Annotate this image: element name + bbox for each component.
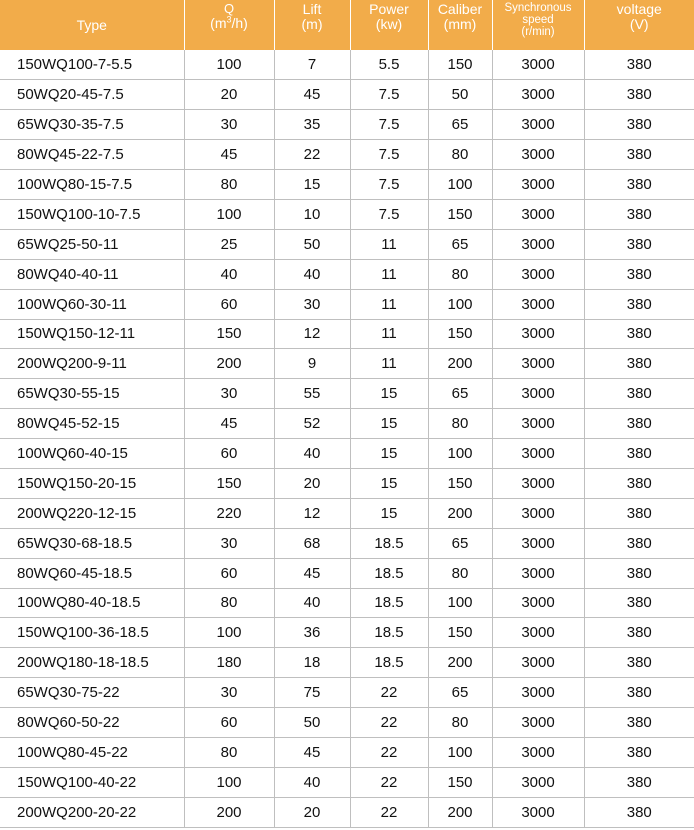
lift-cell: 36 bbox=[274, 618, 350, 648]
power-cell: 7.5 bbox=[350, 80, 428, 110]
caliber-cell: 200 bbox=[428, 349, 492, 379]
voltage-cell: 380 bbox=[584, 319, 694, 349]
table-row bbox=[0, 409, 694, 439]
lift-cell: 20 bbox=[274, 797, 350, 827]
speed-cell: 3000 bbox=[492, 797, 584, 827]
lift-cell: 45 bbox=[274, 558, 350, 588]
header-power-unit: (kw) bbox=[375, 15, 403, 32]
lift-cell: 9 bbox=[274, 349, 350, 379]
power-cell: 15 bbox=[350, 439, 428, 469]
caliber-cell: 65 bbox=[428, 379, 492, 409]
caliber-cell: 150 bbox=[428, 468, 492, 498]
header-voltage-unit: (V) bbox=[629, 15, 649, 32]
table-row bbox=[0, 80, 694, 110]
header-q-unit: $(m^3/h)$ bbox=[210, 13, 248, 31]
power-cell: 18.5 bbox=[350, 558, 428, 588]
voltage-cell: 380 bbox=[584, 558, 694, 588]
voltage-cell: 380 bbox=[584, 409, 694, 439]
type-cell: 65WQ25-50-11 bbox=[0, 229, 184, 259]
q-cell: 60 bbox=[184, 439, 274, 469]
type-cell: 200WQ200-9-11 bbox=[0, 349, 184, 379]
power-cell: 15 bbox=[350, 379, 428, 409]
q-cell: 25 bbox=[184, 229, 274, 259]
power-cell: 7.5 bbox=[350, 199, 428, 229]
table-row bbox=[0, 797, 694, 827]
voltage-cell: 380 bbox=[584, 80, 694, 110]
lift-cell: 35 bbox=[274, 110, 350, 140]
q-cell: 150 bbox=[184, 468, 274, 498]
speed-cell: 3000 bbox=[492, 170, 584, 200]
table-body bbox=[0, 50, 694, 827]
caliber-cell: 80 bbox=[428, 259, 492, 289]
speed-cell: 3000 bbox=[492, 767, 584, 797]
voltage-cell: 380 bbox=[584, 289, 694, 319]
power-cell: 7.5 bbox=[350, 140, 428, 170]
lift-cell: 20 bbox=[274, 468, 350, 498]
table-row bbox=[0, 588, 694, 618]
lift-cell: 10 bbox=[274, 199, 350, 229]
lift-cell: 18 bbox=[274, 648, 350, 678]
type-cell: 50WQ20-45-7.5 bbox=[0, 80, 184, 110]
table-row bbox=[0, 708, 694, 738]
type-cell: 150WQ100-36-18.5 bbox=[0, 618, 184, 648]
header-caliber-label: Caliber bbox=[437, 1, 483, 17]
type-cell: 200WQ180-18-18.5 bbox=[0, 648, 184, 678]
table-row bbox=[0, 439, 694, 469]
lift-cell: 12 bbox=[274, 319, 350, 349]
power-cell: 15 bbox=[350, 498, 428, 528]
q-cell: 20 bbox=[184, 80, 274, 110]
lift-cell: 40 bbox=[274, 767, 350, 797]
table-row bbox=[0, 50, 694, 80]
lift-cell: 55 bbox=[274, 379, 350, 409]
voltage-cell: 380 bbox=[584, 379, 694, 409]
speed-cell: 3000 bbox=[492, 558, 584, 588]
caliber-cell: 150 bbox=[428, 199, 492, 229]
power-cell: 18.5 bbox=[350, 588, 428, 618]
q-cell: 150 bbox=[184, 319, 274, 349]
power-cell: 18.5 bbox=[350, 528, 428, 558]
caliber-cell: 65 bbox=[428, 110, 492, 140]
table-row bbox=[0, 379, 694, 409]
speed-cell: 3000 bbox=[492, 140, 584, 170]
speed-cell: 3000 bbox=[492, 678, 584, 708]
power-cell: 11 bbox=[350, 259, 428, 289]
lift-cell: 40 bbox=[274, 439, 350, 469]
header-q bbox=[184, 0, 274, 50]
voltage-cell: 380 bbox=[584, 767, 694, 797]
voltage-cell: 380 bbox=[584, 50, 694, 80]
caliber-cell: 200 bbox=[428, 498, 492, 528]
caliber-cell: 150 bbox=[428, 50, 492, 80]
lift-cell: 40 bbox=[274, 259, 350, 289]
header-lift bbox=[274, 0, 350, 50]
caliber-cell: 150 bbox=[428, 767, 492, 797]
type-cell: 100WQ60-40-15 bbox=[0, 439, 184, 469]
power-cell: 18.5 bbox=[350, 618, 428, 648]
voltage-cell: 380 bbox=[584, 170, 694, 200]
caliber-cell: 100 bbox=[428, 737, 492, 767]
lift-cell: 50 bbox=[274, 229, 350, 259]
type-cell: 150WQ100-40-22 bbox=[0, 767, 184, 797]
header-row bbox=[0, 0, 694, 50]
voltage-cell: 380 bbox=[584, 498, 694, 528]
speed-cell: 3000 bbox=[492, 618, 584, 648]
power-cell: 22 bbox=[350, 708, 428, 738]
q-cell: 60 bbox=[184, 708, 274, 738]
speed-cell: 3000 bbox=[492, 110, 584, 140]
table-row bbox=[0, 199, 694, 229]
power-cell: 7.5 bbox=[350, 110, 428, 140]
q-cell: 200 bbox=[184, 797, 274, 827]
speed-cell: 3000 bbox=[492, 199, 584, 229]
q-cell: 100 bbox=[184, 767, 274, 797]
lift-cell: 68 bbox=[274, 528, 350, 558]
speed-cell: 3000 bbox=[492, 648, 584, 678]
speed-cell: 3000 bbox=[492, 379, 584, 409]
voltage-cell: 380 bbox=[584, 110, 694, 140]
type-cell: 150WQ100-7-5.5 bbox=[0, 50, 184, 80]
voltage-cell: 380 bbox=[584, 588, 694, 618]
header-lift-label: Lift bbox=[302, 1, 322, 17]
caliber-cell: 150 bbox=[428, 618, 492, 648]
type-cell: 65WQ30-75-22 bbox=[0, 678, 184, 708]
power-cell: 22 bbox=[350, 797, 428, 827]
lift-cell: 22 bbox=[274, 140, 350, 170]
table-row bbox=[0, 170, 694, 200]
caliber-cell: 150 bbox=[428, 319, 492, 349]
caliber-cell: 80 bbox=[428, 558, 492, 588]
q-cell: 40 bbox=[184, 259, 274, 289]
speed-cell: 3000 bbox=[492, 50, 584, 80]
lift-cell: 50 bbox=[274, 708, 350, 738]
header-speed bbox=[492, 0, 584, 50]
type-cell: 80WQ60-45-18.5 bbox=[0, 558, 184, 588]
caliber-cell: 200 bbox=[428, 648, 492, 678]
table-row bbox=[0, 737, 694, 767]
header-voltage-label: voltage bbox=[616, 1, 662, 17]
voltage-cell: 380 bbox=[584, 528, 694, 558]
lift-cell: 45 bbox=[274, 737, 350, 767]
table-row bbox=[0, 498, 694, 528]
caliber-cell: 100 bbox=[428, 588, 492, 618]
speed-cell: 3000 bbox=[492, 439, 584, 469]
type-cell: 80WQ45-22-7.5 bbox=[0, 140, 184, 170]
voltage-cell: 380 bbox=[584, 199, 694, 229]
header-speed-label1: Synchronous bbox=[504, 2, 572, 14]
voltage-cell: 380 bbox=[584, 468, 694, 498]
header-power bbox=[350, 0, 428, 50]
voltage-cell: 380 bbox=[584, 140, 694, 170]
q-cell: 30 bbox=[184, 528, 274, 558]
caliber-cell: 65 bbox=[428, 678, 492, 708]
voltage-cell: 380 bbox=[584, 708, 694, 738]
q-cell: 100 bbox=[184, 50, 274, 80]
table-header bbox=[0, 0, 694, 50]
lift-cell: 7 bbox=[274, 50, 350, 80]
caliber-cell: 65 bbox=[428, 229, 492, 259]
power-cell: 11 bbox=[350, 229, 428, 259]
type-cell: 150WQ100-10-7.5 bbox=[0, 199, 184, 229]
type-cell: 80WQ40-40-11 bbox=[0, 259, 184, 289]
type-cell: 80WQ45-52-15 bbox=[0, 409, 184, 439]
lift-cell: 52 bbox=[274, 409, 350, 439]
q-cell: 80 bbox=[184, 170, 274, 200]
header-q-label: Q bbox=[223, 1, 235, 16]
table-row bbox=[0, 528, 694, 558]
q-cell: 100 bbox=[184, 199, 274, 229]
power-cell: 15 bbox=[350, 409, 428, 439]
speed-cell: 3000 bbox=[492, 319, 584, 349]
q-cell: 200 bbox=[184, 349, 274, 379]
table-row bbox=[0, 289, 694, 319]
table-row bbox=[0, 349, 694, 379]
lift-cell: 12 bbox=[274, 498, 350, 528]
table-row bbox=[0, 110, 694, 140]
power-cell: 11 bbox=[350, 319, 428, 349]
caliber-cell: 65 bbox=[428, 528, 492, 558]
lift-cell: 15 bbox=[274, 170, 350, 200]
q-cell: 45 bbox=[184, 409, 274, 439]
lift-cell: 40 bbox=[274, 588, 350, 618]
speed-cell: 3000 bbox=[492, 468, 584, 498]
voltage-cell: 380 bbox=[584, 259, 694, 289]
q-cell: 45 bbox=[184, 140, 274, 170]
power-cell: 11 bbox=[350, 289, 428, 319]
type-cell: 80WQ60-50-22 bbox=[0, 708, 184, 738]
table-row bbox=[0, 468, 694, 498]
voltage-cell: 380 bbox=[584, 439, 694, 469]
voltage-cell: 380 bbox=[584, 648, 694, 678]
header-speed-unit: (r/min) bbox=[521, 26, 555, 39]
header-speed-label2: speed bbox=[522, 14, 554, 27]
caliber-cell: 80 bbox=[428, 409, 492, 439]
power-cell: 15 bbox=[350, 468, 428, 498]
voltage-cell: 380 bbox=[584, 797, 694, 827]
table-row bbox=[0, 767, 694, 797]
q-cell: 30 bbox=[184, 110, 274, 140]
type-cell: 100WQ80-40-18.5 bbox=[0, 588, 184, 618]
type-cell: 65WQ30-55-15 bbox=[0, 379, 184, 409]
caliber-cell: 80 bbox=[428, 708, 492, 738]
type-cell: 65WQ30-35-7.5 bbox=[0, 110, 184, 140]
speed-cell: 3000 bbox=[492, 737, 584, 767]
speed-cell: 3000 bbox=[492, 349, 584, 379]
caliber-cell: 80 bbox=[428, 140, 492, 170]
power-cell: 5.5 bbox=[350, 50, 428, 80]
caliber-cell: 100 bbox=[428, 439, 492, 469]
q-cell: 30 bbox=[184, 678, 274, 708]
q-cell: 30 bbox=[184, 379, 274, 409]
voltage-cell: 380 bbox=[584, 229, 694, 259]
table-row bbox=[0, 259, 694, 289]
speed-cell: 3000 bbox=[492, 588, 584, 618]
lift-cell: 75 bbox=[274, 678, 350, 708]
q-cell: 60 bbox=[184, 558, 274, 588]
header-caliber bbox=[428, 0, 492, 50]
header-caliber-unit: (mm) bbox=[443, 15, 477, 32]
caliber-cell: 200 bbox=[428, 797, 492, 827]
lift-cell: 45 bbox=[274, 80, 350, 110]
type-cell: 65WQ30-68-18.5 bbox=[0, 528, 184, 558]
table-row bbox=[0, 140, 694, 170]
caliber-cell: 50 bbox=[428, 80, 492, 110]
table-row bbox=[0, 229, 694, 259]
header-type: Type bbox=[0, 0, 184, 50]
table-row bbox=[0, 319, 694, 349]
speed-cell: 3000 bbox=[492, 80, 584, 110]
type-cell: 200WQ220-12-15 bbox=[0, 498, 184, 528]
type-cell: 100WQ80-15-7.5 bbox=[0, 170, 184, 200]
voltage-cell: 380 bbox=[584, 349, 694, 379]
q-cell: 220 bbox=[184, 498, 274, 528]
power-cell: 11 bbox=[350, 349, 428, 379]
header-power-label: Power bbox=[369, 1, 409, 17]
power-cell: 18.5 bbox=[350, 648, 428, 678]
caliber-cell: 100 bbox=[428, 170, 492, 200]
q-cell: 60 bbox=[184, 289, 274, 319]
speed-cell: 3000 bbox=[492, 259, 584, 289]
speed-cell: 3000 bbox=[492, 229, 584, 259]
table-row bbox=[0, 648, 694, 678]
speed-cell: 3000 bbox=[492, 289, 584, 319]
power-cell: 22 bbox=[350, 678, 428, 708]
header-lift-unit: (m) bbox=[301, 15, 323, 32]
q-cell: 100 bbox=[184, 618, 274, 648]
q-cell: 180 bbox=[184, 648, 274, 678]
type-cell: 150WQ150-20-15 bbox=[0, 468, 184, 498]
speed-cell: 3000 bbox=[492, 708, 584, 738]
power-cell: 22 bbox=[350, 767, 428, 797]
speed-cell: 3000 bbox=[492, 409, 584, 439]
voltage-cell: 380 bbox=[584, 678, 694, 708]
type-cell: 200WQ200-20-22 bbox=[0, 797, 184, 827]
speed-cell: 3000 bbox=[492, 528, 584, 558]
speed-cell: 3000 bbox=[492, 498, 584, 528]
caliber-cell: 100 bbox=[428, 289, 492, 319]
power-cell: 22 bbox=[350, 737, 428, 767]
voltage-cell: 380 bbox=[584, 618, 694, 648]
power-cell: 7.5 bbox=[350, 170, 428, 200]
lift-cell: 30 bbox=[274, 289, 350, 319]
type-cell: 150WQ150-12-11 bbox=[0, 319, 184, 349]
table-row bbox=[0, 678, 694, 708]
type-cell: 100WQ60-30-11 bbox=[0, 289, 184, 319]
voltage-cell: 380 bbox=[584, 737, 694, 767]
table-row bbox=[0, 618, 694, 648]
type-cell: 100WQ80-45-22 bbox=[0, 737, 184, 767]
header-voltage bbox=[584, 0, 694, 50]
table-row bbox=[0, 558, 694, 588]
q-cell: 80 bbox=[184, 588, 274, 618]
q-cell: 80 bbox=[184, 737, 274, 767]
